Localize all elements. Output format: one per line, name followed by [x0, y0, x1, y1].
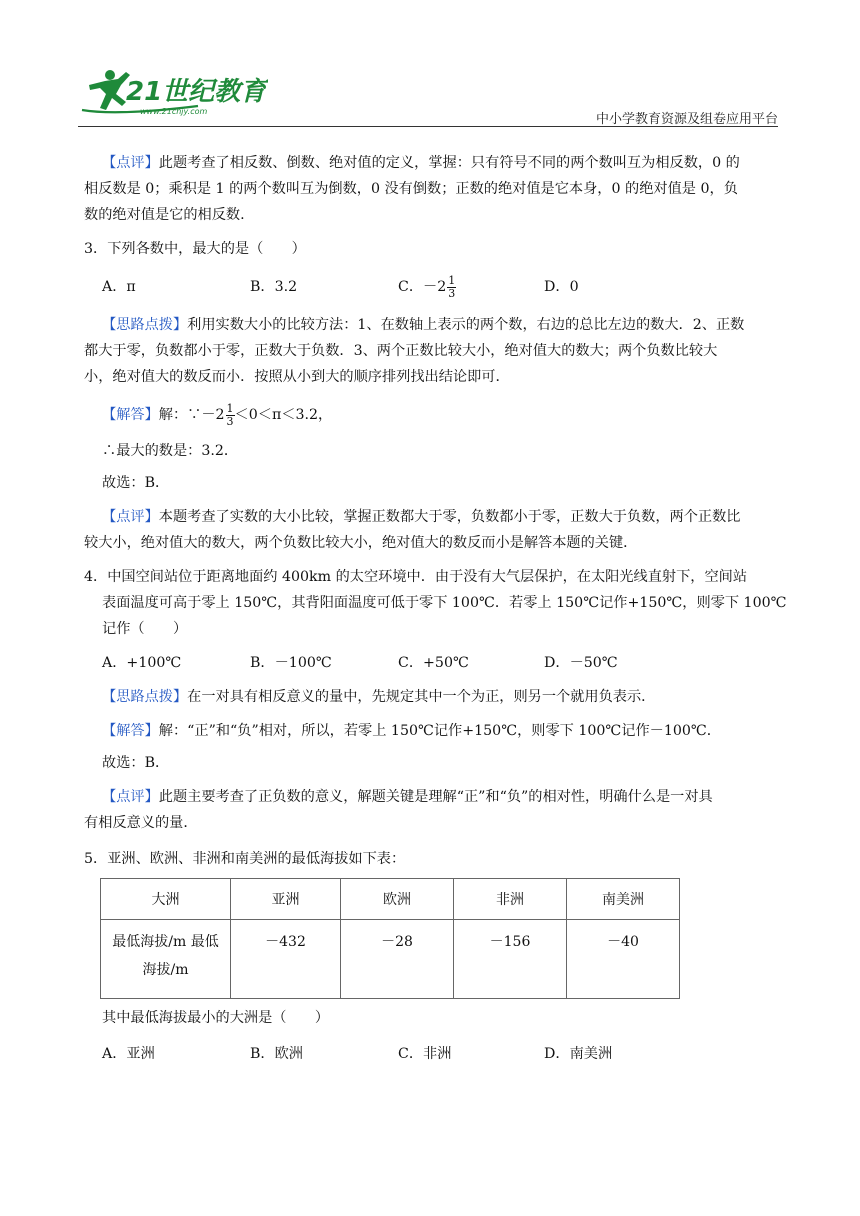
table-cell: －28 [341, 920, 454, 999]
table-header-cell: 欧洲 [341, 879, 454, 920]
table-cell: －156 [454, 920, 567, 999]
altitude-table [100, 878, 680, 999]
question-stem: 3．下列各数中，最大的是（ ） [84, 241, 306, 257]
option-c: C．非洲 [398, 1046, 452, 1062]
option-d: D．南美洲 [544, 1046, 613, 1062]
question-text: 其中最低海拔最小的大洲是（ ） [102, 1010, 330, 1026]
option-d: D．－50℃ [544, 655, 618, 671]
options-row [84, 274, 784, 300]
option-c: C．+50℃ [398, 655, 469, 671]
table-header-cell: 大洲 [101, 879, 231, 920]
question-stem: 5．亚洲、欧洲、非洲和南美洲的最低海拔如下表： [84, 851, 406, 867]
option-a: A．+100℃ [102, 655, 182, 671]
question-5 [84, 846, 784, 1067]
option-b: B．欧洲 [250, 1046, 303, 1062]
hint-line: 利用实数大小的比较方法：1、在数轴上表示的两个数，右边的总比左边的数大．2、正数 [187, 317, 745, 333]
choice: 故选：B． [102, 475, 170, 491]
answer-tag: 【解答】 [102, 723, 159, 739]
option-b: B．3.2 [250, 279, 298, 295]
hint-tag: 【思路点拨】 [102, 689, 188, 705]
comment-line: 有相反意义的量． [84, 815, 198, 831]
comment-tag: 【点评】 [102, 155, 159, 171]
answer-prefix: 解：∵－2 [158, 407, 225, 423]
options-row [84, 650, 784, 676]
table-header-cell: 南美洲 [567, 879, 680, 920]
comment-tag: 【点评】 [102, 509, 159, 525]
question-stem: 记作（ ） [102, 621, 188, 637]
question-4 [84, 564, 787, 836]
comment-line: 本题考查了实数的大小比较，掌握正数都大于零，负数都小于零，正数大于负数，两个正数比 [158, 509, 741, 525]
logo-text: 21世纪教育 [126, 77, 267, 107]
answer-tag: 【解答】 [102, 407, 159, 423]
hint-tag: 【思路点拨】 [102, 317, 188, 333]
comment-line: 此题主要考查了正负数的意义，解题关键是理解“正”和“负”的相对性，明确什么是一对具 [158, 789, 713, 805]
fraction: $\frac{1}{3}$ [226, 401, 234, 428]
option-b: B．－100℃ [250, 655, 332, 671]
comment-line: 数的绝对值是它的相反数. [84, 207, 245, 223]
comment-line: 相反数是 0；乘积是 1 的两个数叫互为倒数，0 没有倒数；正数的绝对值是它本身，0 的绝对值是 0，负 [84, 181, 738, 197]
comment-tag: 【点评】 [102, 789, 159, 805]
answer-text: 解：“正”和“负”相对，所以，若零上 150℃记作+150℃，则零下 100℃记作－100℃． [158, 723, 721, 739]
option-a: A．π [102, 279, 136, 295]
question-stem: 4．中国空间站位于距离地面约 400km 的太空环境中．由于没有大气层保护，在太阳光线直射下，空间站 [84, 569, 748, 585]
choice: 故选：B． [102, 755, 170, 771]
option-c: C．－2 $\frac{1}{3}$ [398, 273, 456, 300]
table-header-row [101, 879, 680, 920]
hint-line: 都大于零，负数都小于零，正数大于负数．3、两个正数比较大小，绝对值大的数大；两个负数比较大 [84, 343, 718, 359]
answer-suffix: ＜0＜π＜3.2， [234, 407, 333, 423]
question-3 [84, 236, 784, 556]
21cnjy-logo [78, 66, 268, 122]
option-a: A．亚洲 [102, 1046, 155, 1062]
page-header [78, 66, 778, 128]
platform-name: 中小学教育资源及组卷应用平台 [595, 112, 778, 127]
table-row [101, 920, 680, 999]
options-row [84, 1041, 784, 1067]
comment-line: 此题考查了相反数、倒数、绝对值的定义，掌握：只有符号不同的两个数叫互为相反数，0 的 [158, 155, 740, 171]
conclusion: ∴最大的数是：3.2． [102, 443, 239, 459]
document-body [84, 150, 787, 1067]
logo-url: www.21cnjy.com [140, 107, 208, 116]
table-cell: －432 [231, 920, 341, 999]
fraction: $\frac{1}{3}$ [448, 273, 456, 300]
previous-comment [84, 150, 784, 228]
hint-text: 在一对具有相反意义的量中，先规定其中一个为正，则另一个就用负表示． [187, 689, 656, 705]
header-divider [78, 126, 778, 127]
row-label-cell: 最低海拔/m 最低 海拔/m [101, 920, 231, 999]
question-stem: 表面温度可高于零上 150℃，其背阳面温度可低于零下 100℃．若零上 150℃记作+150℃，则零下 100℃ [102, 595, 787, 611]
option-d: D．0 [544, 279, 579, 295]
table-cell: －40 [567, 920, 680, 999]
comment-line: 较大小，绝对值大的数大，两个负数比较大小，绝对值大的数反而小是解答本题的关键． [84, 535, 638, 551]
table-header-cell: 非洲 [454, 879, 567, 920]
hint-line: 小，绝对值大的数反而小．按照从小到大的顺序排列找出结论即可． [84, 369, 510, 385]
table-header-cell: 亚洲 [231, 879, 341, 920]
